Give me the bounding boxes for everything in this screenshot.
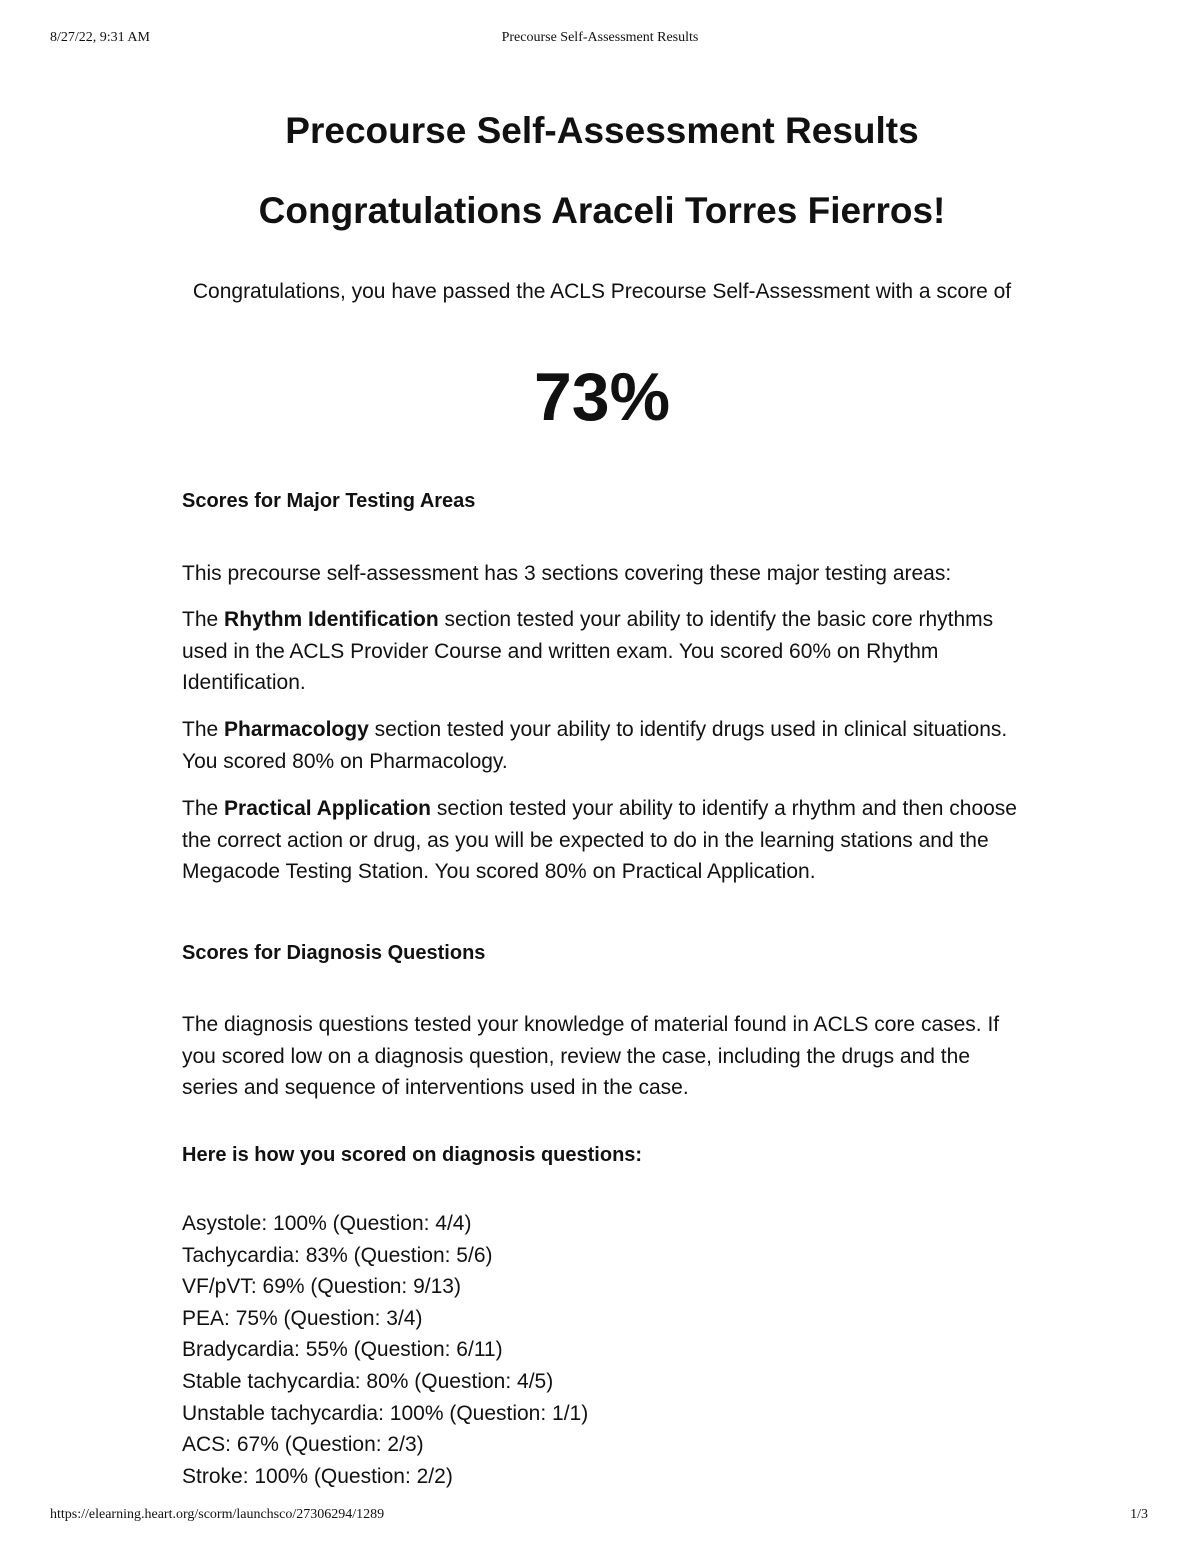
list-item: Asystole: 100% (Question: 4/4)	[182, 1212, 472, 1235]
section-practical-application	[182, 793, 1022, 888]
section-prefix: The	[182, 797, 225, 820]
section-rhythm-identification	[182, 604, 1022, 699]
list-item: Stable tachycardia: 80% (Question: 4/5)	[182, 1369, 554, 1393]
list-item: VF/pVT: 69% (Question: 9/13)	[182, 1275, 461, 1299]
congratulations-heading: Congratulations Araceli Torres Fierros!	[258, 190, 946, 231]
passed-message: Congratulations, you have passed the ACLS Precourse Self-Assessment with a score of	[192, 280, 1012, 303]
list-item: Bradycardia: 55% (Question: 6/11)	[182, 1338, 503, 1362]
diagnosis-heading: Scores for Diagnosis Questions	[182, 942, 486, 964]
page-number: 1/3	[1130, 1507, 1148, 1522]
diagnosis-scores-list	[182, 1208, 588, 1492]
section-name: Pharmacology	[224, 718, 369, 741]
section-description: section tested your ability to identify drugs used in clinical situations. You scored 80% on Pharmacology.	[182, 718, 1008, 773]
list-item: Unstable tachycardia: 100% (Question: 1/1)	[182, 1401, 589, 1425]
diagnosis-intro: The diagnosis questions tested your knowledge of material found in ACLS core cases. If you scored low on a diagnosis question, review the case, including the drugs and the series and sequence of interventions used in the case.	[182, 1013, 1000, 1099]
print-footer	[0, 1507, 1200, 1527]
section-description: section tested your ability to identify a rhythm and then choose the correct action or drug, as you will be expected to do in the learning stations and the Megacode Testing Station. You scored 80% on Practical Application.	[182, 797, 1017, 883]
section-name: Rhythm Identification	[224, 608, 439, 631]
list-item: Tachycardia: 83% (Question: 5/6)	[182, 1243, 493, 1267]
print-datetime: 8/27/22, 9:31 AM	[50, 30, 150, 45]
section-pharmacology	[182, 714, 1022, 777]
section-prefix: The	[182, 608, 225, 631]
list-item: ACS: 67% (Question: 2/3)	[182, 1433, 424, 1457]
overall-score: 73%	[533, 359, 671, 435]
section-description: section tested your ability to identify the basic core rhythms used in the ACLS Provider Course and written exam. You scored 60% on Rhythm Identification.	[182, 608, 994, 694]
print-header-title: Precourse Self-Assessment Results	[501, 30, 699, 45]
print-url: https://elearning.heart.org/scorm/launchsco/27306294/1289	[50, 1507, 385, 1522]
major-areas-heading: Scores for Major Testing Areas	[182, 490, 476, 512]
list-item: PEA: 75% (Question: 3/4)	[182, 1306, 423, 1330]
section-name: Practical Application	[224, 797, 431, 820]
page-title: Precourse Self-Assessment Results	[285, 110, 919, 151]
section-prefix: The	[182, 718, 225, 741]
major-areas-intro: This precourse self-assessment has 3 sections covering these major testing areas:	[182, 562, 952, 585]
diagnosis-scores-heading: Here is how you scored on diagnosis questions:	[182, 1144, 643, 1166]
list-item: Stroke: 100% (Question: 2/2)	[182, 1464, 453, 1488]
print-header	[0, 30, 1200, 50]
